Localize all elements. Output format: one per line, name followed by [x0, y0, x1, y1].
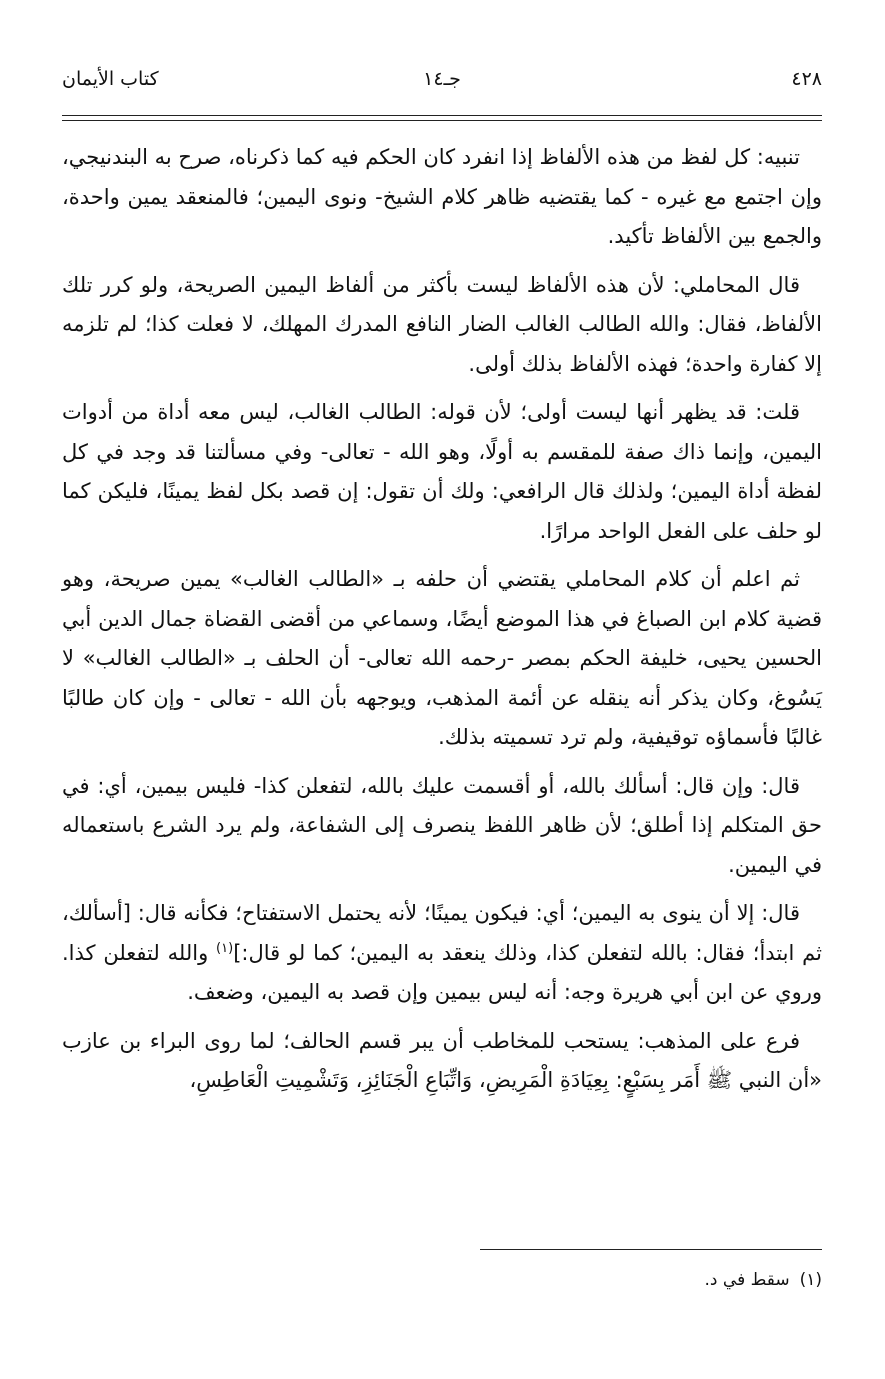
paragraph: ثم اعلم أن كلام المحاملي يقتضي أن حلفه بـ «الطالب الغالب» يمين صريحة، وهو قضية كلام ابن الصباغ في هذا الموضع أيضًا، وسماعي من أقضى القضاة جمال الدين أبي الحسين يحيى، خليفة الحكم بمصر -رحمه الله تعالى- أن الحلف بـ «الطالب الغالب» لا يَسُوغ، وكان يذكر أنه ينقله عن أئمة المذهب، ويوجهه بأن الله - تعالى - وإن كان طالبًا غالبًا فأسماؤه توقيفية، ولم ترد تسميته بذلك.	[62, 567, 822, 749]
paragraph-text: والله لتفعلن كذا. وروي عن ابن أبي هريرة وجه: أنه ليس بيمين وإن قصد به اليمين، وضعف.	[62, 940, 822, 1004]
footnote-reference: (١)	[216, 940, 234, 956]
paragraph: قال: وإن قال: أسألك بالله، أو أقسمت عليك بالله، لتفعلن كذا- فليس بيمين، أي: في حق المتكلم إذا أطلق؛ لأن ظاهر اللفظ ينصرف إلى الشفاعة، ولم يرد الشرع باستعماله في اليمين.	[62, 773, 822, 877]
paragraph: قال المحاملي: لأن هذه الألفاظ ليست بأكثر من ألفاظ اليمين الصريحة، ولو كرر تلك الألفاظ، فقال: والله الطالب الغالب الضار النافع المدرك المهلك، لا فعلت كذا؛ لم تلزمه إلا كفارة واحدة؛ فهذه الألفاظ بذلك أولى.	[62, 272, 822, 376]
paragraph-text: قال: إلا أن ينوى به اليمين؛ أي: فيكون يمينًا؛ لأنه يحتمل الاستفتاح؛ فكأنه قال: [أسألك، ثم ابتدأ؛ فقال: بالله لتفعلن كذا، وذلك ينعقد به اليمين؛ كما لو قال:]	[62, 901, 822, 965]
book-title: كتاب الأيمان	[62, 68, 159, 90]
page-header	[62, 64, 822, 100]
footnote-number: (١)	[799, 1270, 822, 1290]
volume-number: جـ١٤	[423, 68, 461, 90]
paragraph: قلت: قد يظهر أنها ليست أولى؛ لأن قوله: الطالب الغالب، ليس معه أداة من أدوات اليمين، وإنما ذاك صفة للمقسم به أولًا، وهو الله - تعالى- وفي مسألتنا قد وجد في كل لفظة أداة اليمين؛ ولذلك قال الرافعي: ولك أن تقول: إن قصد بكل لفظ يمينًا، فليكن كما لو حلف على الفعل الواحد مرارًا.	[62, 400, 822, 543]
footnote-rule	[480, 1249, 822, 1250]
paragraph: فرع على المذهب: يستحب للمخاطب أن يبر قسم الحالف؛ لما روى البراء بن عازب «أن النبي ﷺ أَمَر بِسَبْعٍ: بِعِيَادَةِ الْمَرِيضِ، وَاتِّبَاعِ الْجَنَائِزِ، وَتَشْمِيتِ الْعَاطِسِ،	[62, 1028, 822, 1092]
footnote-text: سقط في د.	[704, 1270, 790, 1290]
header-rule-secondary	[62, 120, 822, 121]
header-rule	[62, 115, 822, 116]
paragraph	[62, 894, 822, 1013]
main-text	[62, 138, 822, 1110]
footnote	[62, 1266, 822, 1294]
page-number: ٤٢٨	[791, 68, 822, 90]
paragraph: تنبيه: كل لفظ من هذه الألفاظ إذا انفرد كان الحكم فيه كما ذكرناه، صرح به البندنيجي، وإن اجتمع مع غيره - كما يقتضيه ظاهر كلام الشيخ- ونوى اليمين؛ فالمنعقد يمين واحدة، والجمع بين الألفاظ تأكيد.	[62, 145, 822, 248]
